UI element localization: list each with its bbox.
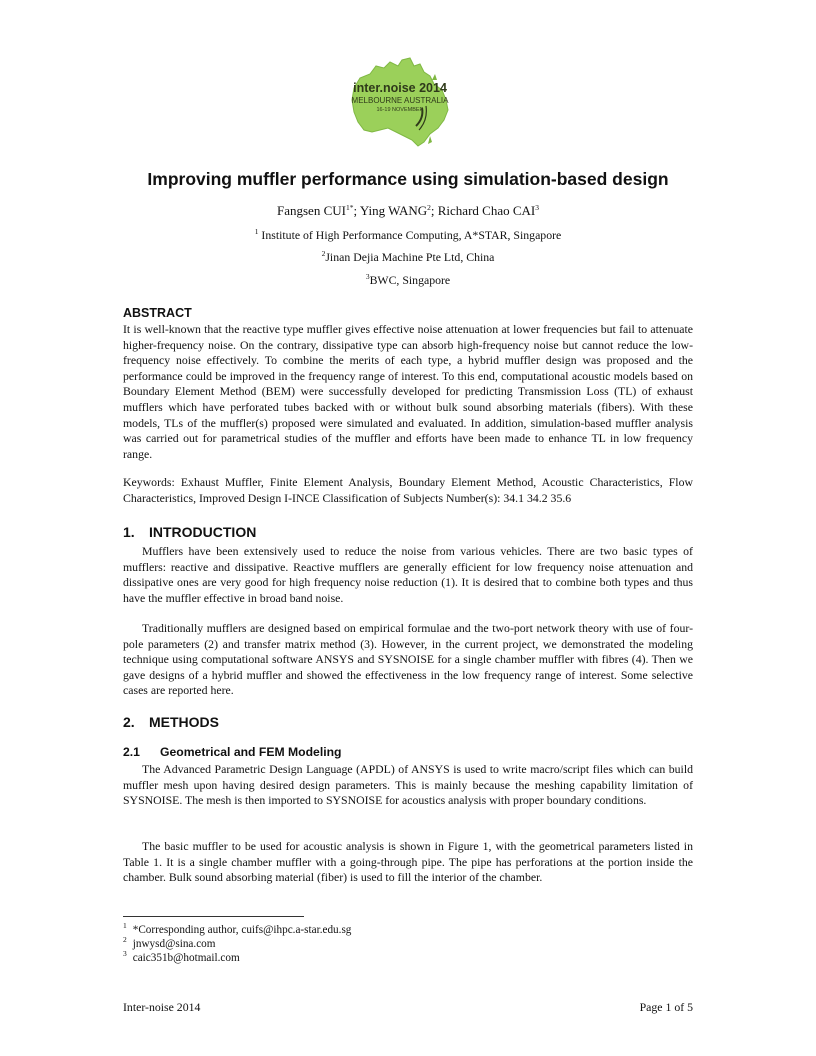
affiliation-text: Institute of High Performance Computing, A*STAR, Singapore xyxy=(261,228,562,242)
footer-conference: Inter-noise 2014 xyxy=(123,1000,201,1014)
section-heading xyxy=(123,714,219,730)
intro-paragraph-1: Mufflers have been extensively used to reduce the noise from various vehicles. There are two basic types of mufflers: reactive and dissipative. Reactive mufflers are generally efficient for low frequency noise attenuation and dissipative ones are very good for high frequency noise reduction (1). It is desired that to combine both types and thus have the muffler effective in broad band noise. xyxy=(123,544,693,605)
footnote-mark: 2 xyxy=(123,935,127,944)
footnote-text: jnwysd@sina.com xyxy=(132,938,216,950)
paper-title: Improving muffler performance using simulation-based design xyxy=(147,169,669,189)
footnote-1 xyxy=(123,923,351,937)
methods-paragraph-1: The Advanced Parametric Design Language (APDL) of ANSYS is used to write macro/script files which can build muffler mesh upon having desired design parameters. This is mainly because the meshing capability limitation of SYSNOISE. The mesh is then imported to SYSNOISE for acoustics analysis with proper boundary conditions. xyxy=(123,762,693,808)
affiliation-text: Jinan Dejia Machine Pte Ltd, China xyxy=(325,250,495,264)
footnote-mark: 1 xyxy=(123,921,127,930)
footnote-3 xyxy=(123,951,240,965)
affiliation-mark: 3 xyxy=(365,272,370,281)
section-number: 1. xyxy=(123,524,135,540)
section-title: METHODS xyxy=(149,714,219,730)
abstract-text: It is well-known that the reactive type muffler gives effective noise attenuation at lower frequencies but fail to attenuate higher-frequency noise. On the contrary, dissipative type can absorb high-frequency noise but cannot reduce the low-frequency noise effectively. To combine the merits of each type, a hybrid muffler design was proposed and the performance could be improved in the frequency range of interest. To this end, computational acoustic models based on Boundary Element Method (BEM) were successfully developed for predicting Transmission Loss (TL) of exhaust mufflers which have perforated tubes backed with or without bulk sound absorbing materials (fibers). With these models, TLs of the muffler(s) proposed were simulated and evaluated. In addition, simulation-based muffler analysis was carried out for parametrical studies of the muffler and efforts have been made to enhance TL in low frequency range. xyxy=(123,322,693,461)
author-name: Fangsen CUI xyxy=(277,203,346,218)
footnote-divider xyxy=(123,916,304,917)
footnote-2 xyxy=(123,937,215,951)
footnote-text: caic351b@hotmail.com xyxy=(132,952,240,964)
section-number: 2. xyxy=(123,714,135,730)
logo-name-text: inter.noise 2014 xyxy=(353,81,447,95)
author-name: ; Richard Chao CAI xyxy=(430,203,536,218)
footnote-mark: 3 xyxy=(123,949,127,958)
affiliation-mark: 2 xyxy=(321,249,326,258)
subsection-heading xyxy=(123,745,341,759)
affiliation-mark: 1 xyxy=(254,227,259,236)
logo-date-text: 16-19 NOVEMBER xyxy=(376,107,424,113)
subsection-title: Geometrical and FEM Modeling xyxy=(160,745,342,759)
intro-paragraph-2: Traditionally mufflers are designed based on empirical formulae and the two-port network theory with use of four-pole parameters (2) and transfer matrix method (3). However, in the current project, we demonstrated the modeling technique using computational software ANSYS and SYSNOISE for a single chamber muffler with fibres (4). Then we gave designs of a hybrid muffler and showed the effectiveness in the low frequency range of interest. Some selective cases are reported here. xyxy=(123,621,693,698)
conference-logo xyxy=(340,56,468,148)
affiliation-3 xyxy=(0,273,816,288)
affiliation-1 xyxy=(0,228,816,243)
logo-place-text: MELBOURNE AUSTRALIA xyxy=(351,96,449,105)
author-name: ; Ying WANG xyxy=(353,203,428,218)
author-mark: 3 xyxy=(535,203,539,212)
author-mark: 1* xyxy=(345,203,354,212)
section-title: INTRODUCTION xyxy=(149,524,257,540)
footnote-text: *Corresponding author, cuifs@ihpc.a-star.edu.sg xyxy=(132,924,352,936)
author-mark: 2 xyxy=(427,203,431,212)
abstract-heading: ABSTRACT xyxy=(123,306,192,320)
subsection-number: 2.1 xyxy=(123,745,140,759)
methods-paragraph-2: The basic muffler to be used for acoustic analysis is shown in Figure 1, with the geometrical parameters listed in Table 1. It is a single chamber muffler with a going-through pipe. The pipe has perforations at the portion inside the chamber. Bulk sound absorbing material (fiber) is used to fill the interior of the chamber. xyxy=(123,839,693,885)
keywords-text: Keywords: Exhaust Muffler, Finite Element Analysis, Boundary Element Method, Acoustic Characteristics, Flow Characteristics, Improved Design I-INCE Classification of Subjects Number(s): 34.1 34.2 35.6 xyxy=(123,475,693,505)
footer-page-number: Page 1 of 5 xyxy=(639,1000,693,1014)
affiliation-2 xyxy=(0,250,816,265)
section-heading xyxy=(123,524,256,540)
australia-map-icon xyxy=(340,56,468,148)
affiliation-text: BWC, Singapore xyxy=(369,273,451,287)
author-list xyxy=(0,203,816,219)
